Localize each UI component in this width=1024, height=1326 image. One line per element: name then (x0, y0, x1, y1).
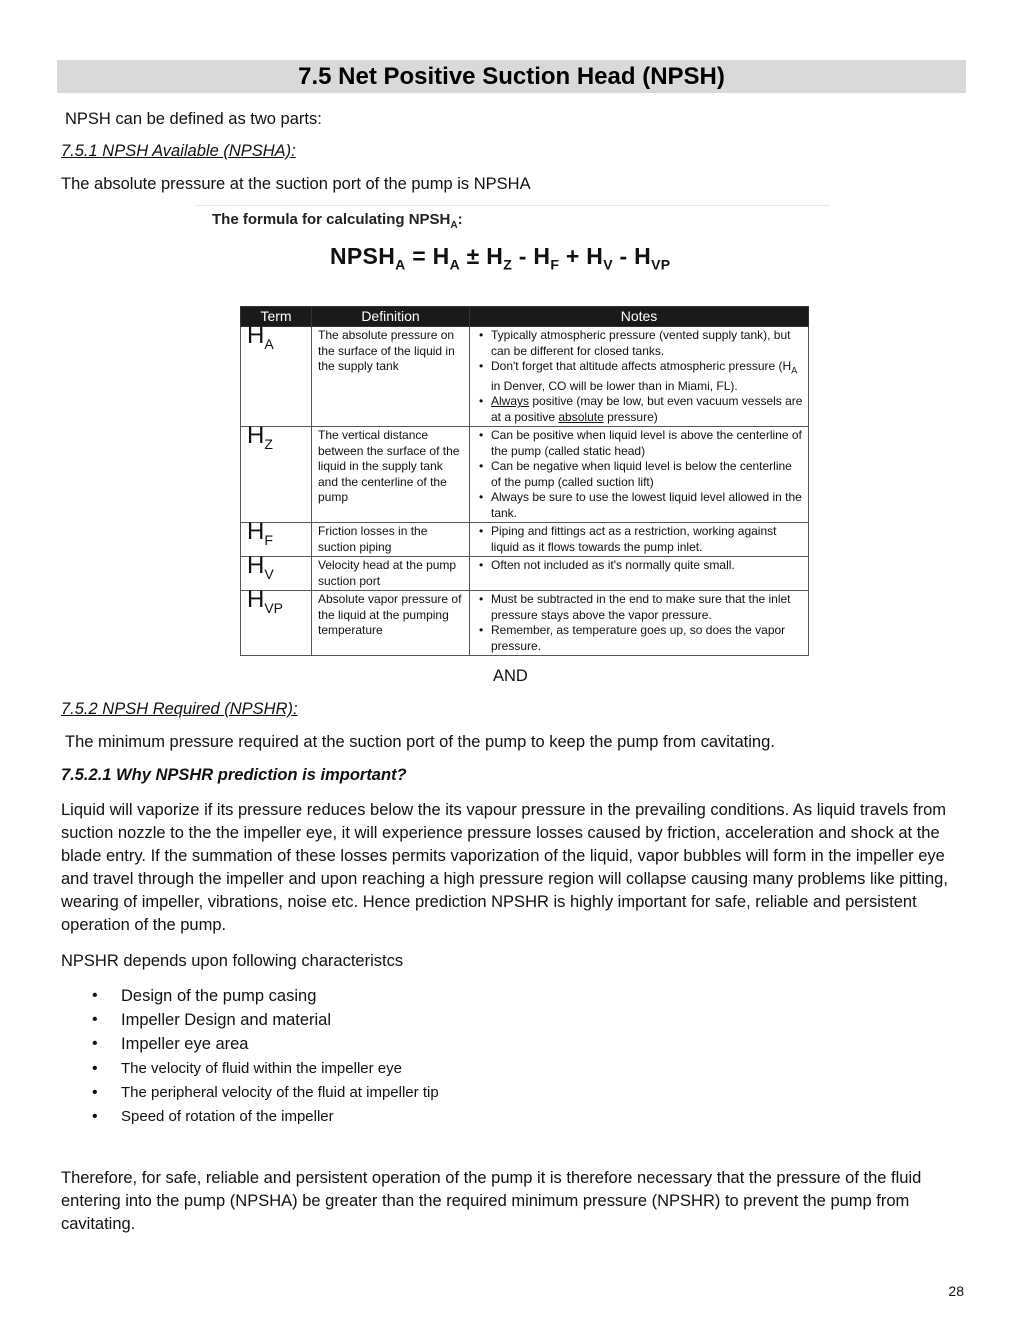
definition-cell: Velocity head at the pump suction port (312, 557, 470, 591)
npsha-formula: $NPSH_A = H_A \pm H_Z - H_F + H_V - H_{VP}$ (330, 243, 671, 273)
definition-cell: The vertical distance between the surface of the liquid in the supply tank and the centerline of the pump (312, 427, 470, 523)
term-cell: $H_Z$ (241, 427, 312, 523)
note-item: • Don't forget that altitude affects atmospheric pressure ($H_A$ in Denver, CO will be lower than in Miami, FL). (491, 359, 803, 394)
table-header-row (241, 307, 809, 327)
npshr-explanation-paragraph: Liquid will vaporize if its pressure reduces below the its vapour pressure in the prevailing conditions. As liquid travels from suction nozzle to the the impeller eye, it will experience pressure losses caused by friction, acceleration and shock at the blade entry. If the summation of these losses permits vaporization of the liquid, vapor bubbles will form in the impeller eye and travel through the impeller and upon reaching a high pressure region will collapse causing many problems like pitting, wearing of impeller, vibrations, noise etc. Hence prediction NPSHR is highly important for safe, reliable and persistent operation of the pump. (61, 801, 948, 934)
and-text: AND (493, 667, 528, 685)
notes-cell (470, 327, 809, 427)
note-item: • Can be positive when liquid level is above the centerline of the pump (called static head) (491, 428, 803, 459)
bullet-marker: • (92, 1084, 98, 1101)
term-cell: $H_A$ (241, 327, 312, 427)
bullet-marker: • (92, 1035, 98, 1052)
definition-cell: The absolute pressure on the surface of the liquid in the supply tank (312, 327, 470, 427)
note-item: • Always positive (may be low, but even vacuum vessels are at a positive absolute pressure) (491, 394, 803, 425)
notes-cell (470, 523, 809, 557)
heading-npsha: 7.5.1 NPSH Available (NPSHA): (61, 142, 296, 160)
table-row (241, 557, 809, 591)
note-item: • Must be subtracted in the end to make sure that the inlet pressure stays above the vapor pressure. (491, 592, 803, 623)
list-item: The velocity of fluid within the impeller eye (121, 1060, 402, 1077)
term-cell: $H_F$ (241, 523, 312, 557)
conclusion-paragraph: Therefore, for safe, reliable and persistent operation of the pump it is therefore necessary that the pressure of the fluid entering into the pump (NPSHA) be greater than the required minimum pressure (NPSHR) to prevent the pump from cavitating. (61, 1169, 922, 1233)
header-definition: Definition (312, 307, 470, 327)
note-item: • Remember, as temperature goes up, so does the vapor pressure. (491, 623, 803, 654)
list-item: Impeller eye area (121, 1035, 249, 1053)
table-row (241, 591, 809, 656)
list-item: The peripheral velocity of the fluid at impeller tip (121, 1084, 439, 1101)
bullet-marker: • (92, 987, 98, 1004)
term-cell: $H_{VP}$ (241, 591, 312, 656)
term-cell: $H_V$ (241, 557, 312, 591)
formula-label: The formula for calculating $NPSH_A$: (212, 211, 463, 231)
list-item: Impeller Design and material (121, 1011, 332, 1029)
heading-npshr-importance: 7.5.2.1 Why NPSHR prediction is important? (61, 766, 407, 784)
bullet-marker: • (92, 1060, 98, 1077)
table-row (241, 427, 809, 523)
page-title: 7.5 Net Positive Suction Head (NPSH) (298, 62, 725, 90)
section-title-bar (57, 60, 966, 93)
note-item: • Can be negative when liquid level is below the centerline of the pump (called suction lift) (491, 459, 803, 490)
note-item: • Always be sure to use the lowest liquid level allowed in the tank. (491, 490, 803, 521)
npsha-figure (195, 205, 830, 653)
notes-cell (470, 427, 809, 523)
table-row (241, 523, 809, 557)
npsha-definition: The absolute pressure at the suction port of the pump is NPSHA (61, 175, 531, 193)
notes-cell (470, 591, 809, 656)
header-term: Term (241, 307, 312, 327)
page-number: 28 (948, 1283, 964, 1299)
header-notes: Notes (470, 307, 809, 327)
heading-npshr: 7.5.2 NPSH Required (NPSHR): (61, 700, 298, 718)
npshr-definition: The minimum pressure required at the suction port of the pump to keep the pump from cavitating. (65, 733, 775, 751)
intro-text: NPSH can be defined as two parts: (65, 110, 322, 128)
list-item: Design of the pump casing (121, 987, 317, 1005)
note-item: • Piping and fittings act as a restriction, working against liquid as it flows towards the pump inlet. (491, 524, 803, 555)
note-item: • Typically atmospheric pressure (vented supply tank), but can be different for closed tanks. (491, 328, 803, 359)
note-item: • Often not included as it's normally quite small. (491, 558, 803, 574)
depends-text: NPSHR depends upon following characteristcs (61, 952, 404, 970)
notes-cell (470, 557, 809, 591)
npsh-terms-table (240, 306, 809, 656)
table-row (241, 327, 809, 427)
list-item: Speed of rotation of the impeller (121, 1108, 334, 1125)
bullet-marker: • (92, 1011, 98, 1028)
figure-divider (195, 205, 830, 206)
bullet-marker: • (92, 1108, 98, 1125)
definition-cell: Absolute vapor pressure of the liquid at the pumping temperature (312, 591, 470, 656)
definition-cell: Friction losses in the suction piping (312, 523, 470, 557)
